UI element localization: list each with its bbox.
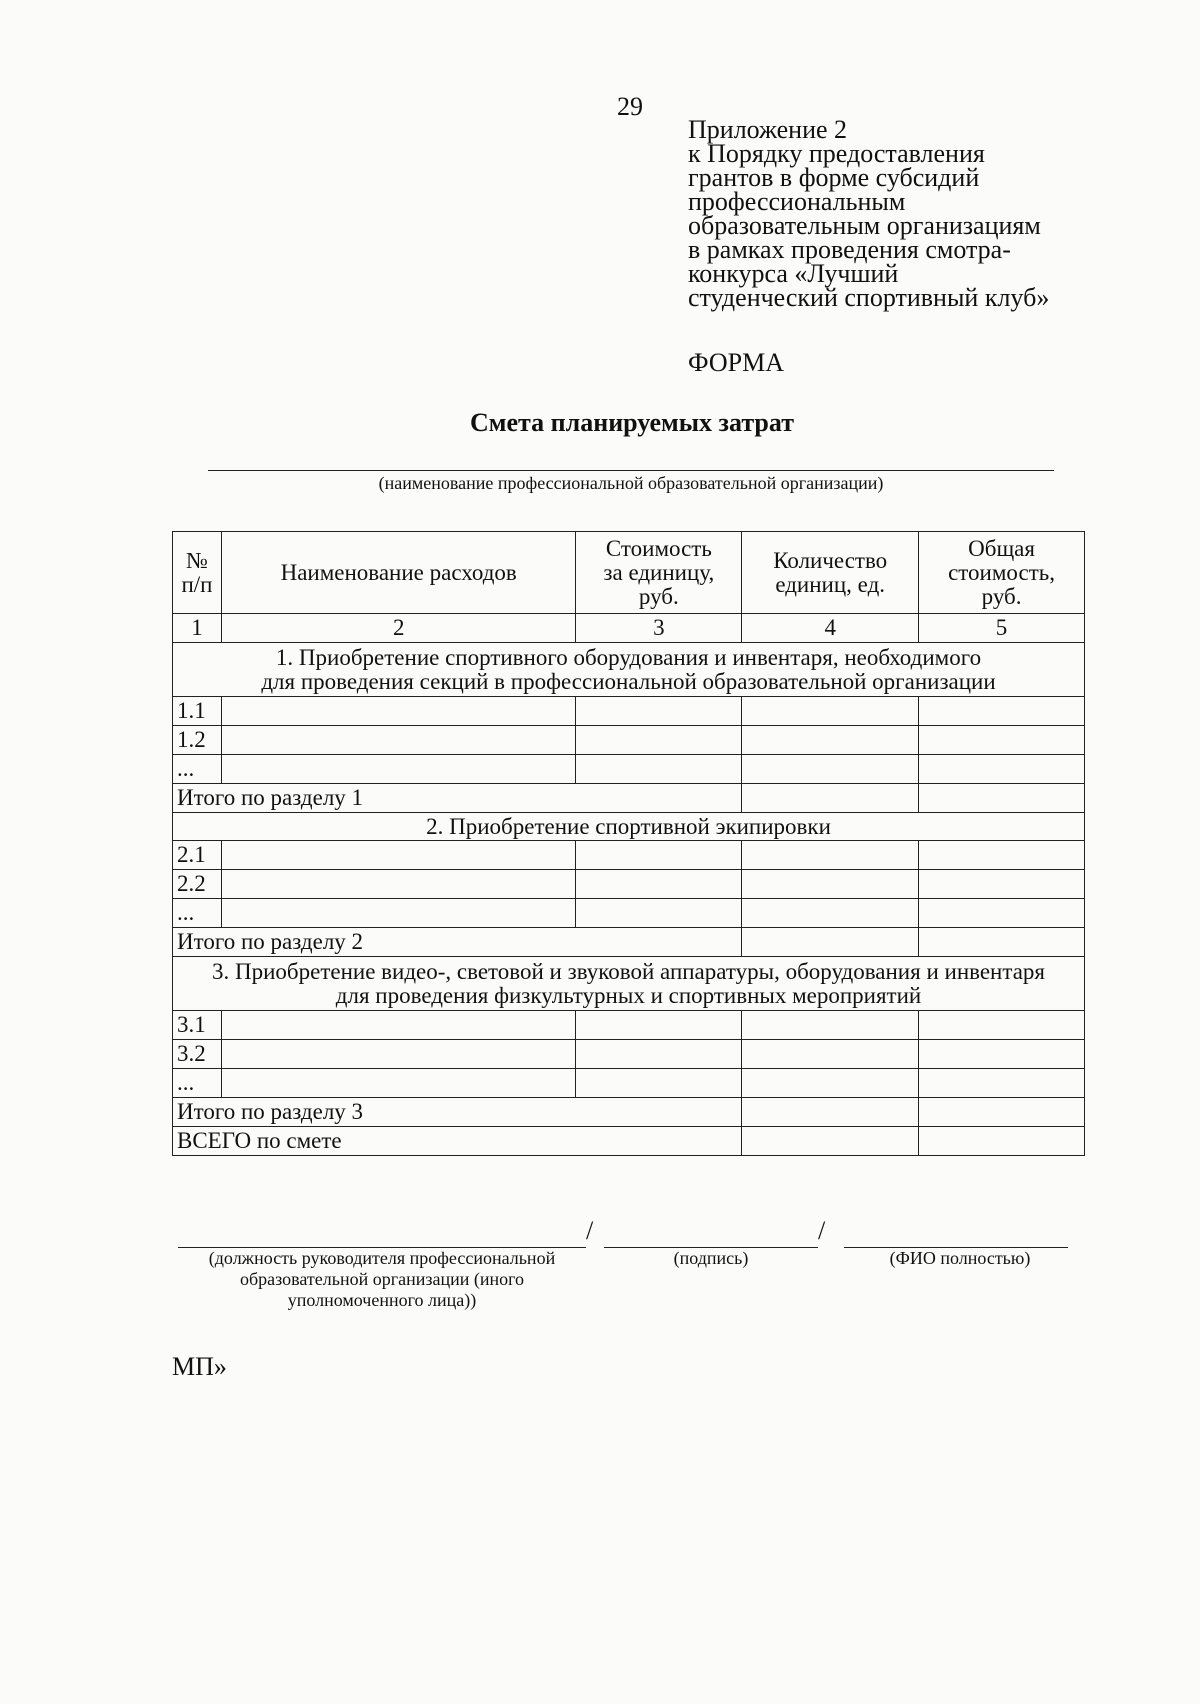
- document-title: Смета планируемых затрат: [470, 408, 794, 437]
- organization-name-field[interactable]: [208, 470, 1054, 471]
- total-cost-cell[interactable]: [919, 697, 1085, 726]
- organization-caption: (наименование профессиональной образовательной организации): [378, 473, 884, 493]
- column-number: 2: [221, 614, 575, 643]
- appendix-line: профессиональным: [688, 187, 906, 216]
- section-heading-row: [173, 643, 1085, 697]
- header-total-cost: Общая стоимость, руб.: [919, 532, 1085, 614]
- unit-cost-cell[interactable]: [576, 870, 742, 899]
- item-number: 1.1: [173, 697, 222, 726]
- header-unit-cost: Стоимость за единицу, руб.: [576, 532, 742, 614]
- subtotal-quantity-cell[interactable]: [742, 1098, 919, 1127]
- grand-total-row: [173, 1127, 1085, 1156]
- appendix-line: конкурса «Лучший: [688, 259, 899, 288]
- table-row: [173, 1069, 1085, 1098]
- table-row: [173, 899, 1085, 928]
- quantity-cell[interactable]: [742, 697, 919, 726]
- subtotal-label: Итого по разделу 3: [173, 1098, 742, 1127]
- quantity-cell[interactable]: [742, 1011, 919, 1040]
- signature-separator: /: [818, 1216, 826, 1245]
- item-number: 3.1: [173, 1011, 222, 1040]
- appendix-line: грантов в форме субсидий: [688, 163, 980, 192]
- unit-cost-cell[interactable]: [576, 1011, 742, 1040]
- quantity-cell[interactable]: [742, 841, 919, 870]
- item-number: ...: [173, 899, 222, 928]
- quantity-cell[interactable]: [742, 899, 919, 928]
- item-number: 2.2: [173, 870, 222, 899]
- unit-cost-cell[interactable]: [576, 841, 742, 870]
- position-caption: (должность руководителя профессиональной образовательной организации (иного уполномоченного лица)): [208, 1248, 556, 1310]
- unit-cost-cell[interactable]: [576, 1069, 742, 1098]
- item-name-cell[interactable]: [221, 870, 575, 899]
- appendix-line: в рамках проведения смотра-: [688, 235, 1011, 264]
- section-heading-row: [173, 813, 1085, 841]
- subtotal-quantity-cell[interactable]: [742, 784, 919, 813]
- appendix-line: студенческий спортивный клуб»: [688, 283, 1050, 312]
- unit-cost-cell[interactable]: [576, 899, 742, 928]
- column-number: 3: [576, 614, 742, 643]
- header-name: Наименование расходов: [221, 532, 575, 614]
- item-name-cell[interactable]: [221, 726, 575, 755]
- table-row: [173, 726, 1085, 755]
- subtotal-cost-cell[interactable]: [919, 784, 1085, 813]
- signature-caption: (подпись): [673, 1248, 749, 1268]
- table-row: [173, 870, 1085, 899]
- total-cost-cell[interactable]: [919, 870, 1085, 899]
- item-name-cell[interactable]: [221, 1069, 575, 1098]
- form-label: ФОРМА: [688, 348, 784, 377]
- item-name-cell[interactable]: [221, 899, 575, 928]
- quantity-cell[interactable]: [742, 1069, 919, 1098]
- total-cost-cell[interactable]: [919, 1069, 1085, 1098]
- full-name-caption: (ФИО полностью): [889, 1248, 1031, 1268]
- item-number: 1.2: [173, 726, 222, 755]
- table-row: [173, 841, 1085, 870]
- total-cost-cell[interactable]: [919, 755, 1085, 784]
- grand-total-cost-cell[interactable]: [919, 1127, 1085, 1156]
- section-title: 2. Приобретение спортивной экипировки: [173, 813, 1085, 841]
- total-cost-cell[interactable]: [919, 1040, 1085, 1069]
- appendix-line: к Порядку предоставления: [688, 139, 985, 168]
- subtotal-label: Итого по разделу 2: [173, 928, 742, 957]
- table-header-row: [173, 532, 1085, 614]
- item-number: ...: [173, 755, 222, 784]
- section-title: 1. Приобретение спортивного оборудования и инвентаря, необходимого для проведения секций в профессиональной образовательной организации: [173, 643, 1085, 697]
- column-number: 4: [742, 614, 919, 643]
- total-cost-cell[interactable]: [919, 726, 1085, 755]
- stamp-placeholder: МП»: [172, 1352, 227, 1381]
- section-heading-row: [173, 957, 1085, 1011]
- unit-cost-cell[interactable]: [576, 755, 742, 784]
- header-quantity: Количество единиц, ед.: [742, 532, 919, 614]
- item-name-cell[interactable]: [221, 841, 575, 870]
- appendix-block: [688, 115, 1128, 312]
- item-number: ...: [173, 1069, 222, 1098]
- subtotal-cost-cell[interactable]: [919, 1098, 1085, 1127]
- subtotal-row: [173, 1098, 1085, 1127]
- unit-cost-cell[interactable]: [576, 1040, 742, 1069]
- appendix-line: Приложение 2: [688, 115, 848, 144]
- unit-cost-cell[interactable]: [576, 697, 742, 726]
- item-name-cell[interactable]: [221, 1040, 575, 1069]
- table-row: [173, 697, 1085, 726]
- total-cost-cell[interactable]: [919, 841, 1085, 870]
- table-row: [173, 1011, 1085, 1040]
- signature-separator: /: [586, 1216, 594, 1245]
- item-number: 3.2: [173, 1040, 222, 1069]
- table-row: [173, 755, 1085, 784]
- grand-total-quantity-cell[interactable]: [742, 1127, 919, 1156]
- total-cost-cell[interactable]: [919, 899, 1085, 928]
- quantity-cell[interactable]: [742, 755, 919, 784]
- column-number-row: [173, 614, 1085, 643]
- column-number: 5: [919, 614, 1085, 643]
- grand-total-label: ВСЕГО по смете: [173, 1127, 742, 1156]
- header-num: № п/п: [173, 532, 222, 614]
- subtotal-row: [173, 784, 1085, 813]
- item-number: 2.1: [173, 841, 222, 870]
- total-cost-cell[interactable]: [919, 1011, 1085, 1040]
- page-number: 29: [617, 92, 643, 121]
- subtotal-quantity-cell[interactable]: [742, 928, 919, 957]
- subtotal-label: Итого по разделу 1: [173, 784, 742, 813]
- quantity-cell[interactable]: [742, 1040, 919, 1069]
- unit-cost-cell[interactable]: [576, 726, 742, 755]
- quantity-cell[interactable]: [742, 726, 919, 755]
- appendix-line: образовательным организациям: [688, 211, 1041, 240]
- subtotal-cost-cell[interactable]: [919, 928, 1085, 957]
- budget-table: [172, 531, 1085, 1156]
- item-name-cell[interactable]: [221, 697, 575, 726]
- section-title: 3. Приобретение видео-, световой и звуковой аппаратуры, оборудования и инвентаря для проведения физкультурных и спортивных мероприятий: [173, 957, 1085, 1011]
- item-name-cell[interactable]: [221, 1011, 575, 1040]
- table-row: [173, 1040, 1085, 1069]
- subtotal-row: [173, 928, 1085, 957]
- item-name-cell[interactable]: [221, 755, 575, 784]
- column-number: 1: [173, 614, 222, 643]
- quantity-cell[interactable]: [742, 870, 919, 899]
